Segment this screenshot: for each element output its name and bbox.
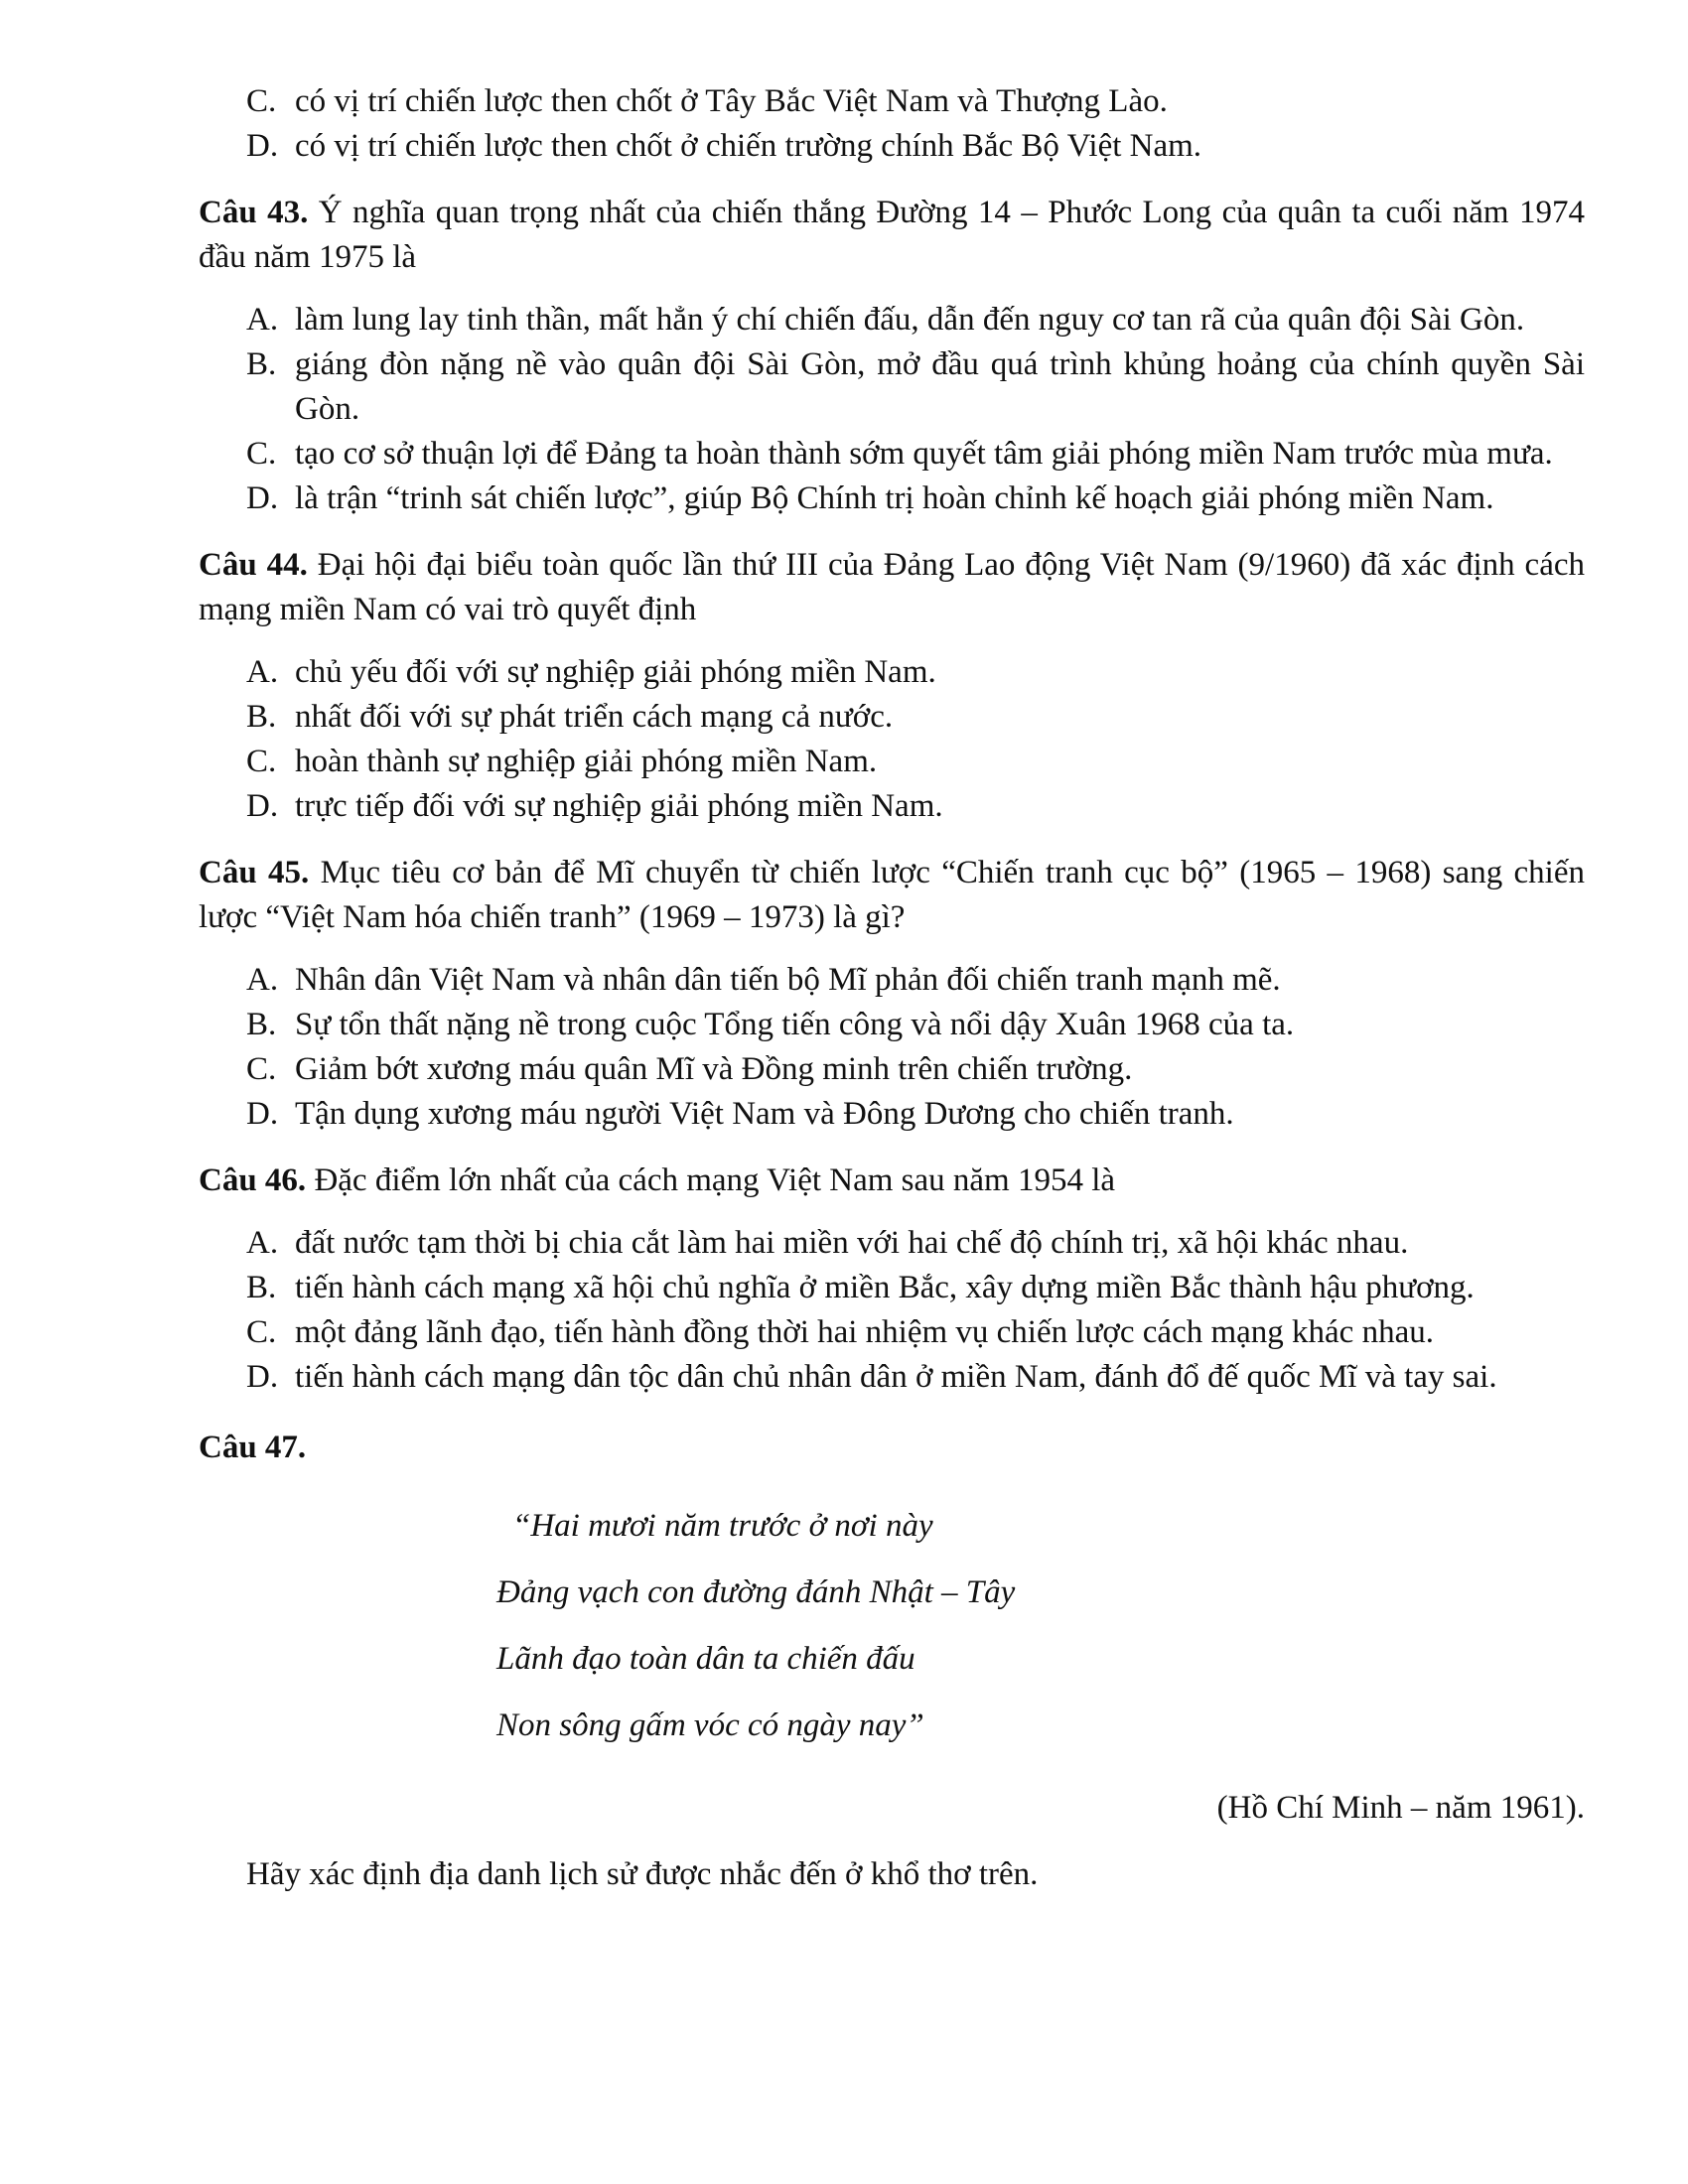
option-item bbox=[199, 1047, 1585, 1092]
option-letter: A. bbox=[246, 654, 279, 690]
question-number: Câu 45. bbox=[199, 855, 310, 890]
option-text: Giảm bớt xương máu quân Mĩ và Đồng minh trên chiến trường. bbox=[295, 1051, 1133, 1087]
poem-line: Non sông gấm vóc có ngày nay” bbox=[496, 1707, 924, 1743]
question-instruction: Hãy xác định địa danh lịch sử được nhắc đến ở khổ thơ trên. bbox=[246, 1856, 1039, 1892]
option-text: tiến hành cách mạng xã hội chủ nghĩa ở miền Bắc, xây dựng miền Bắc thành hậu phương. bbox=[295, 1270, 1475, 1305]
option-letter: B. bbox=[246, 346, 277, 382]
option-text: có vị trí chiến lược then chốt ở Tây Bắc Việt Nam và Thượng Lào. bbox=[295, 83, 1168, 119]
option-text: là trận “trinh sát chiến lược”, giúp Bộ Chính trị hoàn chỉnh kế hoạch giải phóng miền Nam. bbox=[295, 480, 1494, 516]
option-letter: C. bbox=[246, 83, 277, 119]
option-item bbox=[199, 342, 1585, 432]
question-45-options bbox=[199, 958, 1585, 1137]
option-item bbox=[199, 79, 1585, 124]
question-44 bbox=[199, 543, 1585, 632]
option-text: tạo cơ sở thuận lợi để Đảng ta hoàn thành sớm quyết tâm giải phóng miền Nam trước mùa mưa. bbox=[295, 436, 1553, 472]
option-item bbox=[199, 1221, 1585, 1266]
option-text: làm lung lay tinh thần, mất hẳn ý chí chiến đấu, dẫn đến nguy cơ tan rã của quân đội Sài Gòn. bbox=[295, 302, 1525, 338]
option-letter: A. bbox=[246, 1225, 279, 1261]
question-number: Câu 43. bbox=[199, 195, 309, 230]
option-item bbox=[199, 1092, 1585, 1137]
prev-options bbox=[199, 79, 1585, 169]
question-number: Câu 44. bbox=[199, 547, 308, 583]
option-letter: B. bbox=[246, 1007, 277, 1042]
poem-line: Lãnh đạo toàn dân ta chiến đấu bbox=[496, 1641, 915, 1677]
option-item bbox=[199, 1355, 1585, 1400]
question-text: Đặc điểm lớn nhất của cách mạng Việt Nam sau năm 1954 là bbox=[306, 1162, 1116, 1198]
document-page bbox=[199, 79, 1585, 1897]
question-43 bbox=[199, 191, 1585, 280]
option-text: Sự tổn thất nặng nề trong cuộc Tổng tiến công và nổi dậy Xuân 1968 của ta. bbox=[295, 1007, 1295, 1042]
option-item bbox=[199, 958, 1585, 1003]
poem-source: (Hồ Chí Minh – năm 1961). bbox=[1216, 1790, 1585, 1826]
question-47 bbox=[199, 1426, 1585, 1470]
option-text: Nhân dân Việt Nam và nhân dân tiến bộ Mĩ phản đối chiến tranh mạnh mẽ. bbox=[295, 962, 1281, 998]
option-item bbox=[199, 1310, 1585, 1355]
option-text: một đảng lãnh đạo, tiến hành đồng thời hai nhiệm vụ chiến lược cách mạng khác nhau. bbox=[295, 1314, 1434, 1350]
option-letter: C. bbox=[246, 1314, 277, 1350]
option-item bbox=[199, 1266, 1585, 1310]
option-text: có vị trí chiến lược then chốt ở chiến trường chính Bắc Bộ Việt Nam. bbox=[295, 128, 1202, 164]
option-letter: D. bbox=[246, 480, 279, 516]
option-item bbox=[199, 784, 1585, 829]
option-letter: A. bbox=[246, 302, 279, 338]
option-text: hoàn thành sự nghiệp giải phóng miền Nam. bbox=[295, 744, 878, 779]
option-item bbox=[199, 1003, 1585, 1047]
question-44-options bbox=[199, 650, 1585, 829]
option-letter: D. bbox=[246, 128, 279, 164]
poem-line: Đảng vạch con đường đánh Nhật – Tây bbox=[496, 1574, 1016, 1610]
question-number: Câu 46. bbox=[199, 1162, 307, 1198]
question-text: Mục tiêu cơ bản để Mĩ chuyển từ chiến lược “Chiến tranh cục bộ” (1965 – 1968) sang chiến lược “Việt Nam hóa chiến tranh” (1969 – 1973) là gì? bbox=[199, 855, 1585, 935]
option-letter: C. bbox=[246, 1051, 277, 1087]
option-text: Tận dụng xương máu người Việt Nam và Đông Dương cho chiến tranh. bbox=[295, 1096, 1234, 1132]
option-text: giáng đòn nặng nề vào quân đội Sài Gòn, mở đầu quá trình khủng hoảng của chính quyền Sài Gòn. bbox=[295, 346, 1585, 427]
poem-line: “Hai mươi năm trước ở nơi này bbox=[512, 1508, 933, 1544]
option-text: chủ yếu đối với sự nghiệp giải phóng miền Nam. bbox=[295, 654, 936, 690]
question-text: Đại hội đại biểu toàn quốc lần thứ III của Đảng Lao động Việt Nam (9/1960) đã xác định cách mạng miền Nam có vai trò quyết định bbox=[199, 547, 1585, 627]
option-letter: B. bbox=[246, 699, 277, 735]
question-46-options bbox=[199, 1221, 1585, 1400]
option-text: đất nước tạm thời bị chia cắt làm hai miền với hai chế độ chính trị, xã hội khác nhau. bbox=[295, 1225, 1409, 1261]
option-letter: D. bbox=[246, 1096, 279, 1132]
option-letter: B. bbox=[246, 1270, 277, 1305]
option-letter: C. bbox=[246, 436, 277, 472]
option-item bbox=[199, 432, 1585, 477]
option-letter: C. bbox=[246, 744, 277, 779]
question-46 bbox=[199, 1159, 1585, 1203]
question-number: Câu 47. bbox=[199, 1430, 307, 1465]
option-text: tiến hành cách mạng dân tộc dân chủ nhân dân ở miền Nam, đánh đổ đế quốc Mĩ và tay sai. bbox=[295, 1359, 1497, 1395]
option-item bbox=[199, 650, 1585, 695]
option-item bbox=[199, 740, 1585, 784]
question-text: Ý nghĩa quan trọng nhất của chiến thắng Đường 14 – Phước Long của quân ta cuối năm 1974 đầu năm 1975 là bbox=[199, 195, 1585, 275]
option-letter: A. bbox=[246, 962, 279, 998]
option-item bbox=[199, 477, 1585, 521]
option-item bbox=[199, 298, 1585, 342]
option-text: nhất đối với sự phát triển cách mạng cả nước. bbox=[295, 699, 894, 735]
option-letter: D. bbox=[246, 1359, 279, 1395]
question-45 bbox=[199, 851, 1585, 940]
option-item bbox=[199, 124, 1585, 169]
option-item bbox=[199, 695, 1585, 740]
option-letter: D. bbox=[246, 788, 279, 824]
poem bbox=[496, 1504, 1585, 1770]
question-43-options bbox=[199, 298, 1585, 521]
option-text: trực tiếp đối với sự nghiệp giải phóng miền Nam. bbox=[295, 788, 943, 824]
